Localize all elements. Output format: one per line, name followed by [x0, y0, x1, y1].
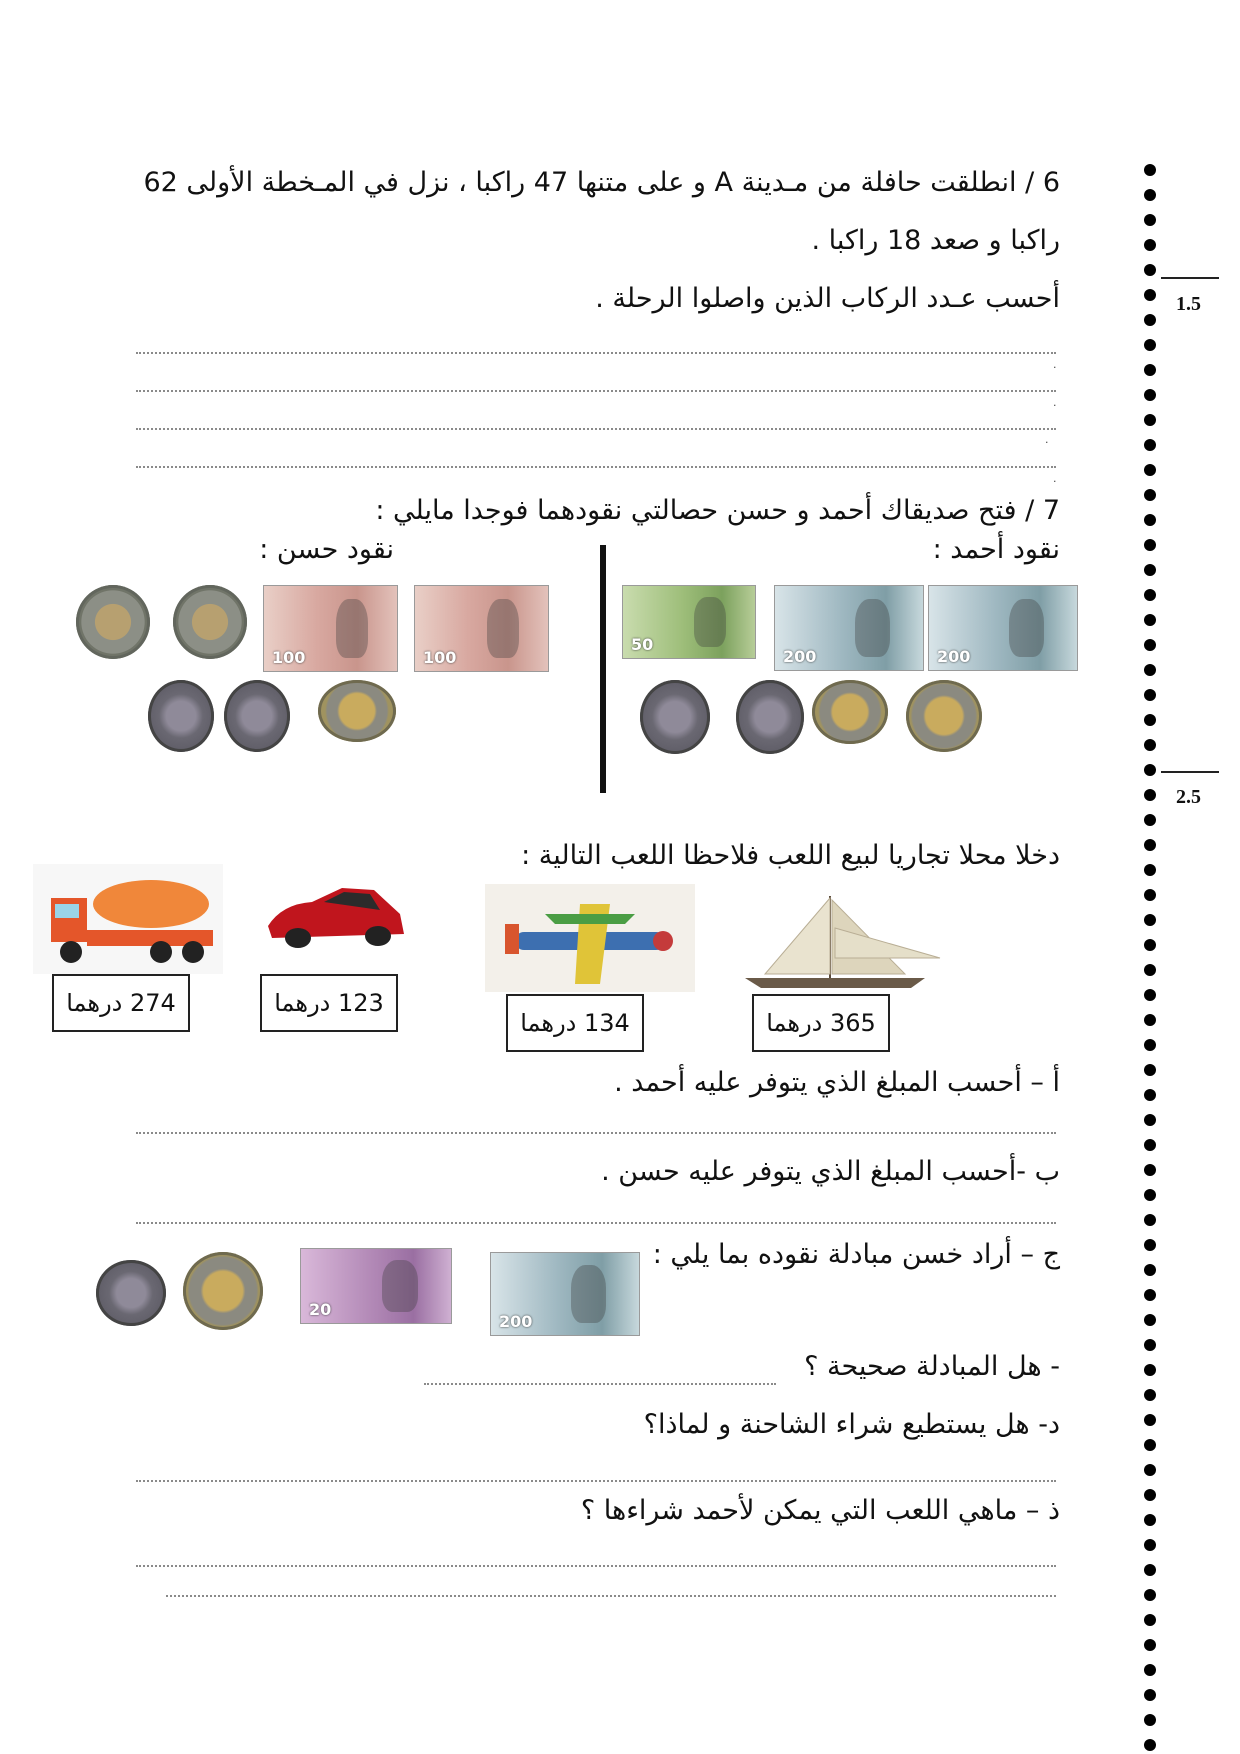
margin-dot	[1144, 1089, 1156, 1101]
margin-dot	[1144, 764, 1156, 776]
margin-dot	[1144, 1739, 1156, 1751]
margin-dot	[1144, 414, 1156, 426]
car-toy-image	[262, 866, 410, 962]
toy-price-car: 123 درهما	[260, 974, 398, 1032]
margin-dot	[1144, 1714, 1156, 1726]
answer-line-short[interactable]	[424, 1383, 776, 1385]
margin-dot	[1144, 914, 1156, 926]
answer-line[interactable]	[136, 1222, 1056, 1224]
margin-dot	[1144, 789, 1156, 801]
margin-dot	[1144, 839, 1156, 851]
coin-10-dirham	[76, 585, 150, 659]
answer-line[interactable]	[136, 352, 1056, 354]
margin-dot	[1144, 889, 1156, 901]
ahmed-money-label: نقود أحمد :	[932, 534, 1060, 565]
margin-dot	[1144, 189, 1156, 201]
answer-line[interactable]	[136, 1132, 1056, 1134]
margin-dot	[1144, 814, 1156, 826]
margin-dot	[1144, 664, 1156, 676]
tick-mark: .	[1053, 472, 1057, 485]
toy-price-ship: 365 درهما	[752, 994, 890, 1052]
margin-dot	[1144, 1364, 1156, 1376]
banknote-200	[928, 585, 1078, 671]
answer-line[interactable]	[136, 1480, 1056, 1482]
margin-dot	[1144, 989, 1156, 1001]
margin-dot	[1144, 1464, 1156, 1476]
score-q6: 1.5	[1176, 293, 1201, 315]
margin-dot	[1144, 1064, 1156, 1076]
q7-part-dh: ذ – ماهي اللعب التي يمكن لأحمد شراءها ؟	[580, 1495, 1060, 1526]
margin-dot	[1144, 1389, 1156, 1401]
banknote-value: 200	[783, 647, 817, 666]
coin-1-dirham	[96, 1260, 166, 1326]
answer-line[interactable]	[136, 1565, 1056, 1567]
coin-5-dirham	[318, 680, 396, 742]
coin-10-dirham	[173, 585, 247, 659]
margin-dot	[1144, 589, 1156, 601]
margin-dot	[1144, 964, 1156, 976]
score-q7: 2.5	[1176, 786, 1201, 808]
margin-dot	[1144, 1264, 1156, 1276]
airplane-toy-image	[485, 884, 695, 992]
q6-line3: أحسب عـدد الركاب الذين واصلوا الرحلة .	[595, 283, 1060, 314]
toys-intro: دخلا محلا تجاريا لبيع اللعب فلاحظا اللعب التالية :	[521, 840, 1060, 871]
margin-dot	[1144, 714, 1156, 726]
q7-part-d: د- هل يستطيع شراء الشاحنة و لماذا؟	[643, 1409, 1060, 1440]
margin-dot	[1144, 1189, 1156, 1201]
banknote-100	[263, 585, 398, 672]
margin-dot	[1144, 1289, 1156, 1301]
margin-dot	[1144, 1414, 1156, 1426]
margin-dot	[1144, 264, 1156, 276]
margin-dot	[1144, 864, 1156, 876]
margin-dot	[1144, 539, 1156, 551]
margin-dot	[1144, 164, 1156, 176]
margin-dot	[1144, 1214, 1156, 1226]
ship-toy-image	[735, 888, 945, 993]
margin-dot	[1144, 1664, 1156, 1676]
banknote-value: 50	[631, 635, 654, 654]
margin-dot	[1144, 1589, 1156, 1601]
margin-dot	[1144, 314, 1156, 326]
margin-dot	[1144, 1539, 1156, 1551]
score-line-2	[1161, 771, 1219, 773]
margin-dot	[1144, 939, 1156, 951]
coin-1-dirham	[224, 680, 290, 752]
margin-dot	[1144, 239, 1156, 251]
margin-dot	[1144, 1689, 1156, 1701]
coin-10-dirham	[183, 1252, 263, 1330]
banknote-50	[622, 585, 756, 659]
margin-dot	[1144, 1439, 1156, 1451]
margin-dot	[1144, 464, 1156, 476]
tick-mark: .	[1053, 396, 1057, 409]
margin-dot	[1144, 1614, 1156, 1626]
banknote-200	[774, 585, 924, 671]
q7-part-a: أ – أحسب المبلغ الذي يتوفر عليه أحمد .	[614, 1067, 1060, 1098]
margin-dot	[1144, 389, 1156, 401]
banknote-value: 200	[499, 1312, 533, 1331]
answer-line[interactable]	[136, 428, 1056, 430]
q7-part-j-sub: - هل المبادلة صحيحة ؟	[804, 1351, 1060, 1382]
answer-line[interactable]	[136, 390, 1056, 392]
margin-dots	[1138, 160, 1162, 1754]
margin-dot	[1144, 1564, 1156, 1576]
tick-mark: .	[1045, 433, 1049, 446]
margin-dot	[1144, 614, 1156, 626]
coin-1-dirham	[736, 680, 804, 754]
margin-dot	[1144, 1639, 1156, 1651]
margin-dot	[1144, 1339, 1156, 1351]
margin-dot	[1144, 1114, 1156, 1126]
margin-dot	[1144, 1139, 1156, 1151]
margin-dot	[1144, 439, 1156, 451]
q7-part-j: ج – أراد خسن مبادلة نقوده بما يلي :	[652, 1239, 1060, 1270]
margin-dot	[1144, 564, 1156, 576]
money-divider	[600, 545, 606, 793]
coin-5-dirham	[906, 680, 982, 752]
margin-dot	[1144, 364, 1156, 376]
q6-line1: 6 / انطلقت حافلة من مـدينة A و على متنها 47 راكبا ، نزل في المـخطة الأولى 62	[143, 167, 1060, 198]
margin-dot	[1144, 1014, 1156, 1026]
margin-dot	[1144, 289, 1156, 301]
answer-line[interactable]	[166, 1595, 1056, 1597]
coin-1-dirham	[640, 680, 710, 754]
banknote-value: 20	[309, 1300, 332, 1319]
coin-1-dirham	[148, 680, 214, 752]
answer-line[interactable]	[136, 466, 1056, 468]
toy-price-truck: 274 درهما	[52, 974, 190, 1032]
banknote-20	[300, 1248, 452, 1324]
q6-line2: راكبا و صعد 18 راكبا .	[811, 225, 1060, 256]
margin-dot	[1144, 339, 1156, 351]
margin-dot	[1144, 1039, 1156, 1051]
margin-dot	[1144, 1314, 1156, 1326]
banknote-value: 100	[423, 648, 457, 667]
coin-5-dirham	[812, 680, 888, 744]
hassan-money-label: نقود حسن :	[259, 534, 394, 565]
margin-dot	[1144, 214, 1156, 226]
margin-dot	[1144, 1514, 1156, 1526]
margin-dot	[1144, 639, 1156, 651]
margin-dot	[1144, 1164, 1156, 1176]
q7-part-b: ب -أحسب المبلغ الذي يتوفر عليه حسن .	[601, 1156, 1060, 1187]
truck-toy-image	[33, 864, 223, 974]
margin-dot	[1144, 514, 1156, 526]
banknote-value: 200	[937, 647, 971, 666]
score-line-1	[1161, 277, 1219, 279]
tick-mark: .	[1053, 358, 1057, 371]
margin-dot	[1144, 1239, 1156, 1251]
margin-dot	[1144, 489, 1156, 501]
banknote-200	[490, 1252, 640, 1336]
margin-dot	[1144, 1489, 1156, 1501]
banknote-100	[414, 585, 549, 672]
margin-dot	[1144, 739, 1156, 751]
banknote-value: 100	[272, 648, 306, 667]
q7-intro: 7 / فتح صديقاك أحمد و حسن حصالتي نقودهما فوجدا مايلي :	[375, 495, 1060, 526]
margin-dot	[1144, 689, 1156, 701]
toy-price-airplane: 134 درهما	[506, 994, 644, 1052]
